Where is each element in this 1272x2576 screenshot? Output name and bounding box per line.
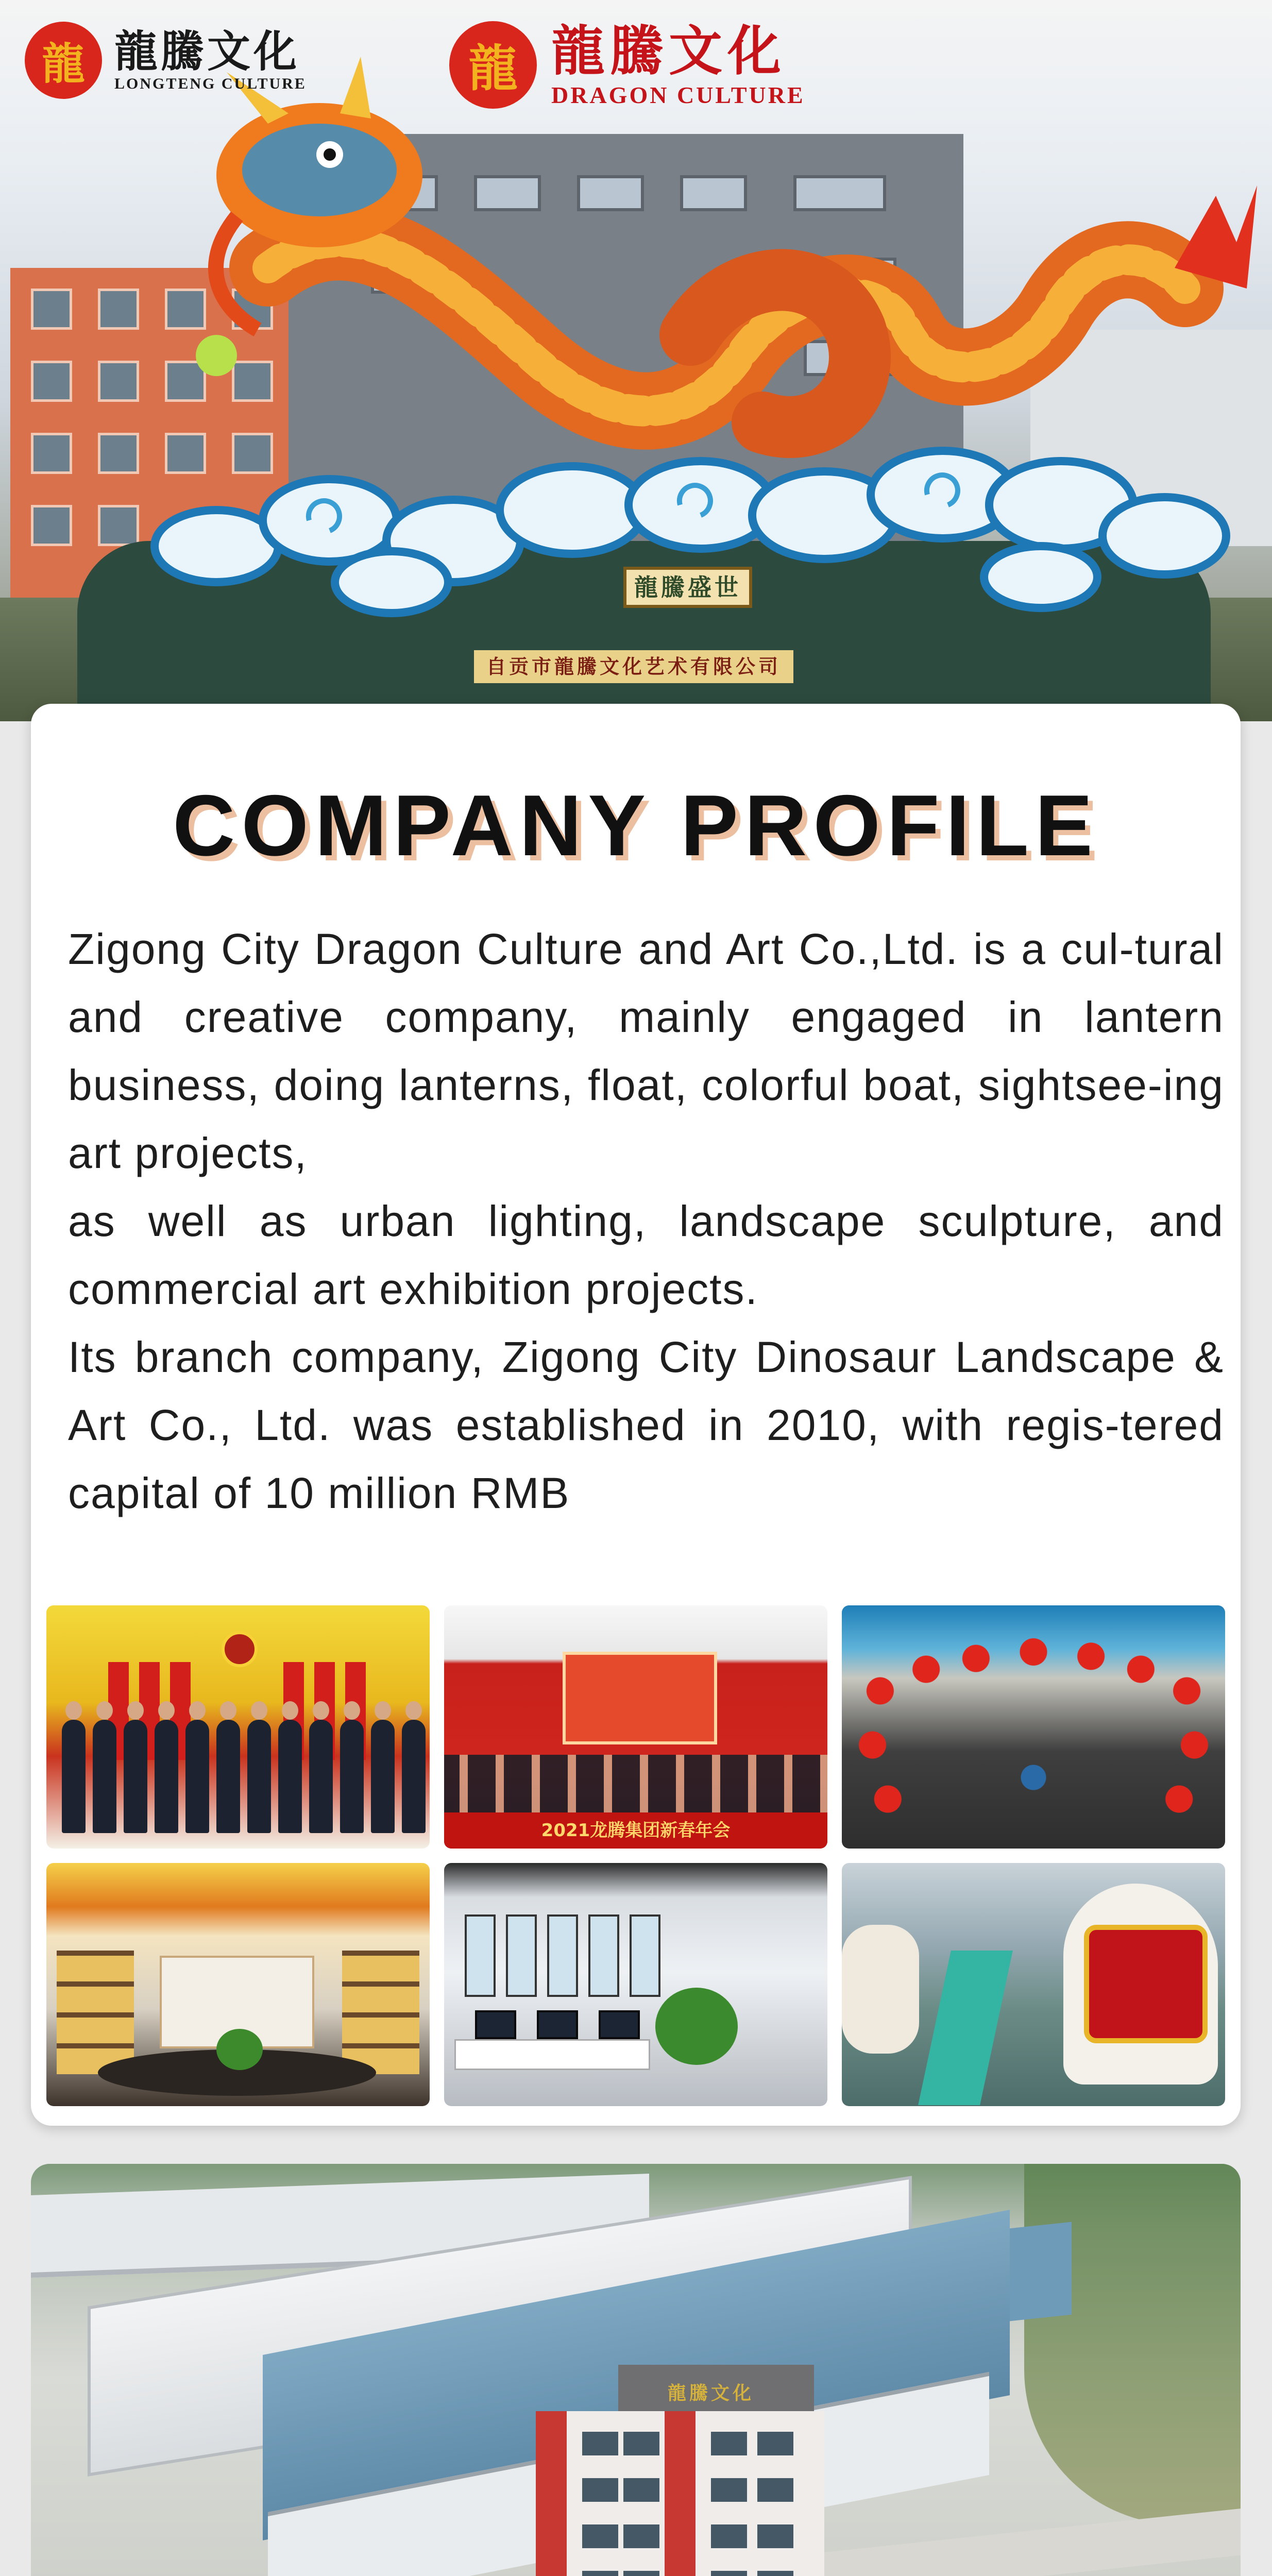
logo-english: DRAGON CULTURE	[551, 82, 805, 108]
profile-paragraph: Zigong City Dragon Culture and Art Co.,Ltd. is a cul-tural and creative company, mainly engaged in lantern business, doing lanterns, float, colorful boat, sightsee-ing art projects,	[68, 925, 1224, 1177]
profile-text	[68, 915, 1224, 1527]
team-crowd	[842, 1626, 1225, 1842]
emblem-icon	[222, 1631, 258, 1667]
profile-paragraph: as well as urban lighting, landscape sculpture, and commercial art exhibition projects.	[68, 1197, 1224, 1313]
dragon-face	[242, 124, 397, 216]
plaque: 龍騰盛世	[623, 567, 752, 608]
page-title: COMPANY PROFILE	[173, 777, 1099, 874]
plant	[655, 1988, 738, 2065]
photo-office	[444, 1863, 827, 2106]
logo-english: LONGTENG CULTURE	[114, 75, 307, 92]
dragon-logo-icon: 龍	[449, 21, 537, 109]
office-building	[536, 2382, 824, 2576]
photo-workshop	[842, 1863, 1225, 2106]
dragon-pearl	[196, 335, 237, 376]
stage-banner: 2021龙腾集团新春年会	[444, 1812, 827, 1849]
company-profile-card	[31, 704, 1241, 2126]
hero-banner	[0, 0, 1272, 721]
logo-chinese: 龍騰文化	[551, 19, 787, 82]
profile-paragraph: Its branch company, Zigong City Dinosaur Landscape & Art Co., Ltd. was established in 2010, with regis-tered capital of 10 million RMB	[68, 1333, 1224, 1517]
photo-gallery	[46, 1605, 1226, 2110]
rooftop-sign: 龍騰文化	[667, 2382, 754, 2404]
photo-annual-meeting	[444, 1605, 827, 1849]
logo-dragon-culture	[449, 21, 805, 109]
logo-chinese: 龍騰文化	[114, 26, 300, 77]
elephant-saddle	[1084, 1925, 1208, 2043]
photo-meeting-group	[46, 1605, 430, 1849]
gate-sign: 自贡市龍騰文化艺术有限公司	[474, 650, 793, 683]
walkway	[918, 1951, 1013, 2105]
photo-meeting-room	[46, 1863, 430, 2106]
dragon-logo-icon: 龍	[25, 22, 102, 99]
stage-screen	[563, 1652, 717, 1744]
elephant-lantern	[842, 1925, 919, 2054]
logo-longteng	[25, 22, 307, 99]
factory-aerial-photo	[31, 2164, 1241, 2576]
dragon-horn	[340, 57, 371, 118]
photo-team-circle	[842, 1605, 1225, 1849]
plant	[216, 2029, 263, 2070]
